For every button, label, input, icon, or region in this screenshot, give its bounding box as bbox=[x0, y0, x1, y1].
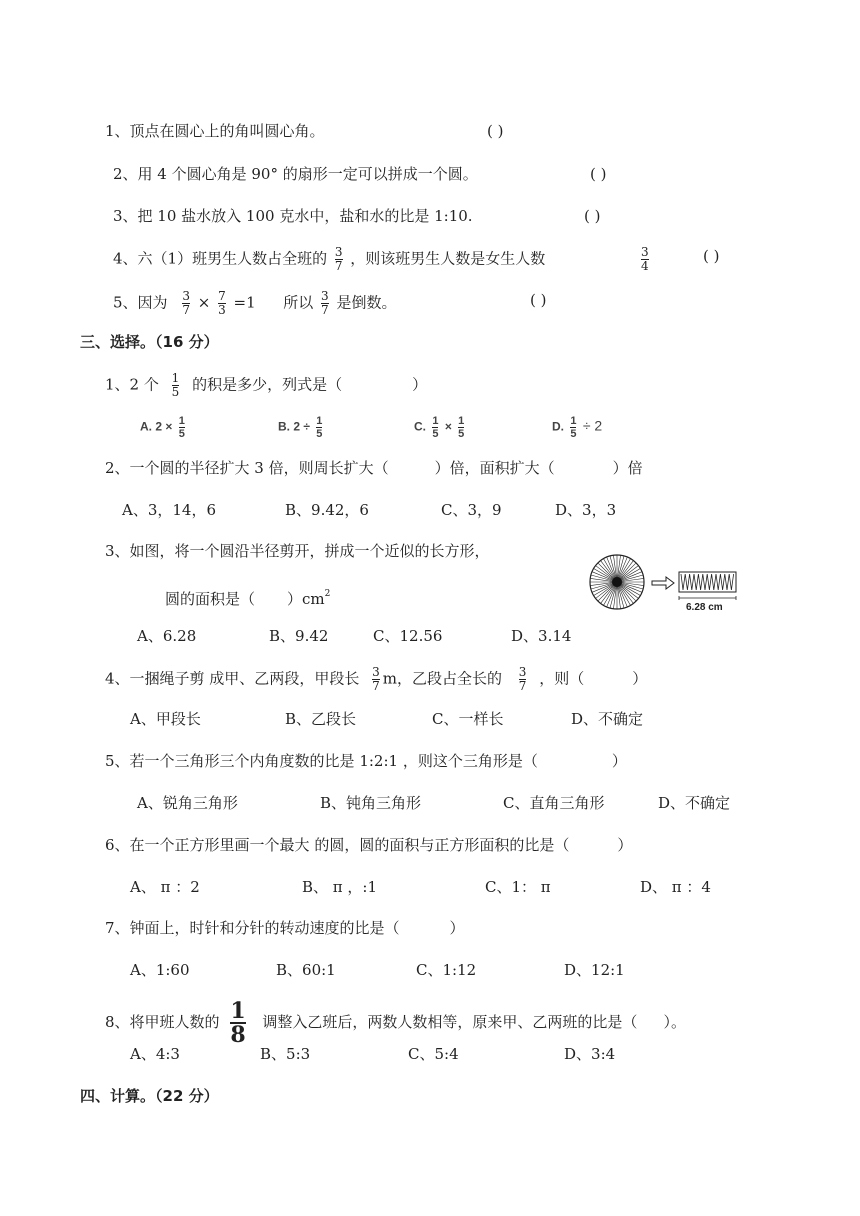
option-d[interactable]: D、3，3 bbox=[555, 501, 617, 519]
option-c[interactable]: C、1:12 bbox=[416, 961, 477, 979]
rectangle-strips-icon bbox=[679, 572, 736, 600]
option-b[interactable]: B、钝角三角形 bbox=[320, 794, 422, 812]
answer-paren[interactable]: ( ) bbox=[530, 291, 547, 309]
option-d[interactable]: D、3:4 bbox=[564, 1045, 616, 1063]
option-a[interactable]: A、6.28 bbox=[137, 627, 197, 645]
option-c[interactable]: C. $\frac{1}{5}$ × $\frac{1}{5}$ bbox=[414, 415, 465, 440]
option-b[interactable]: B、60:1 bbox=[276, 961, 336, 979]
option-a[interactable]: A、 π ：2 bbox=[130, 878, 200, 896]
choice-q3-line2: 圆的面积是（ ）$cm^2$ bbox=[165, 589, 331, 608]
arrow-icon bbox=[652, 577, 674, 589]
circle-to-rectangle-figure bbox=[588, 552, 748, 622]
figure-label: 6.28 cm bbox=[686, 602, 723, 613]
option-d[interactable]: D、不确定 bbox=[658, 794, 731, 812]
choice-q7: 7、钟面上，时针和分针的转动速度的比是（ ） bbox=[105, 919, 465, 937]
judge-q4: 4、六（1）班男生人数占全班的 $\frac{3}{7}$ ，则该班男生人数是女生人数 bbox=[113, 245, 546, 273]
option-b[interactable]: B. 2 ÷ $\frac{1}{5}$ bbox=[278, 415, 323, 440]
option-b[interactable]: B、9.42，6 bbox=[285, 501, 369, 519]
option-d[interactable]: D、12:1 bbox=[564, 961, 625, 979]
sectored-circle-icon bbox=[590, 555, 644, 609]
fraction-three-quarters: $\frac{3}{4}$ bbox=[641, 245, 649, 273]
option-a[interactable]: A、甲段长 bbox=[130, 710, 201, 728]
answer-paren[interactable]: ( ) bbox=[590, 165, 607, 183]
choice-q1: 1、2 个 $\frac{1}{5}$ 的积是多少，列式是（ ） bbox=[105, 371, 428, 399]
choice-q8: 8、将甲班人数的 $\frac{1}{8}$ 调整入乙班后，两数人数相等，原来甲、乙两班的比是（ ）。 bbox=[105, 998, 686, 1048]
option-c[interactable]: C、5:4 bbox=[408, 1045, 459, 1063]
option-b[interactable]: B、乙段长 bbox=[285, 710, 357, 728]
answer-paren[interactable]: ( ) bbox=[703, 247, 720, 265]
option-c[interactable]: C、一样长 bbox=[432, 710, 504, 728]
option-b[interactable]: B、 π ，:1 bbox=[302, 878, 378, 896]
option-d[interactable]: D、 π ：4 bbox=[640, 878, 711, 896]
judge-q3: 3、把 10 盐水放入 100 克水中，盐和水的比是 1:10. bbox=[113, 207, 473, 225]
choice-q5: 5、若一个三角形三个内角度数的比是 1:2:1 ，则这个三角形是（ ） bbox=[105, 752, 627, 770]
answer-paren[interactable]: ( ) bbox=[487, 122, 504, 140]
choice-q2: 2、一个圆的半径扩大 3 倍，则周长扩大（ ）倍，面积扩大（ ）倍 bbox=[105, 459, 643, 477]
fraction: $\frac{3}{7}$ bbox=[334, 245, 343, 273]
choice-q6: 6、在一个正方形里画一个最大 的圆，圆的面积与正方形面积的比是（ ） bbox=[105, 836, 633, 854]
judge-q5: 5、因为 $\frac{3}{7}$ × $\frac{7}{3}$ =1 所以 $\frac{3}{7}$ 是倒数。 bbox=[113, 289, 397, 317]
choice-q3: 3、如图，将一个圆沿半径剪开，拼成一个近似的长方形， bbox=[105, 542, 490, 560]
option-c[interactable]: C、3，9 bbox=[441, 501, 502, 519]
option-c[interactable]: C、1： π bbox=[485, 878, 551, 896]
option-a[interactable]: A、3，14，6 bbox=[122, 501, 217, 519]
option-a[interactable]: A、4:3 bbox=[130, 1045, 180, 1063]
section-title: 四、计算。（22 分） bbox=[80, 1087, 219, 1105]
option-d[interactable]: D、不确定 bbox=[571, 710, 644, 728]
option-c[interactable]: C、12.56 bbox=[373, 627, 443, 645]
option-d[interactable]: D、3.14 bbox=[511, 627, 572, 645]
option-c[interactable]: C、直角三角形 bbox=[503, 794, 605, 812]
judge-q2: 2、用 4 个圆心角是 90° 的扇形一定可以拼成一个圆。 bbox=[113, 165, 478, 183]
option-d[interactable]: D. $\frac{1}{5}$ ÷ 2 bbox=[552, 415, 603, 440]
section-title: 三、选择。（16 分） bbox=[80, 333, 219, 351]
option-b[interactable]: B、9.42 bbox=[269, 627, 329, 645]
option-a[interactable]: A、1:60 bbox=[130, 961, 190, 979]
judge-q1: 1、顶点在圆心上的角叫圆心角。 bbox=[105, 122, 325, 140]
answer-paren[interactable]: ( ) bbox=[584, 207, 601, 225]
choice-q4: 4、一捆绳子剪 成甲、乙两段，甲段长 $\frac{3}{7}$ m，乙段占全长的 $\frac{3}{7}$ ，则（ ） bbox=[105, 665, 648, 693]
option-a[interactable]: A、锐角三角形 bbox=[137, 794, 238, 812]
option-b[interactable]: B、5:3 bbox=[260, 1045, 311, 1063]
option-a[interactable]: A. 2 × $\frac{1}{5}$ bbox=[140, 415, 185, 440]
